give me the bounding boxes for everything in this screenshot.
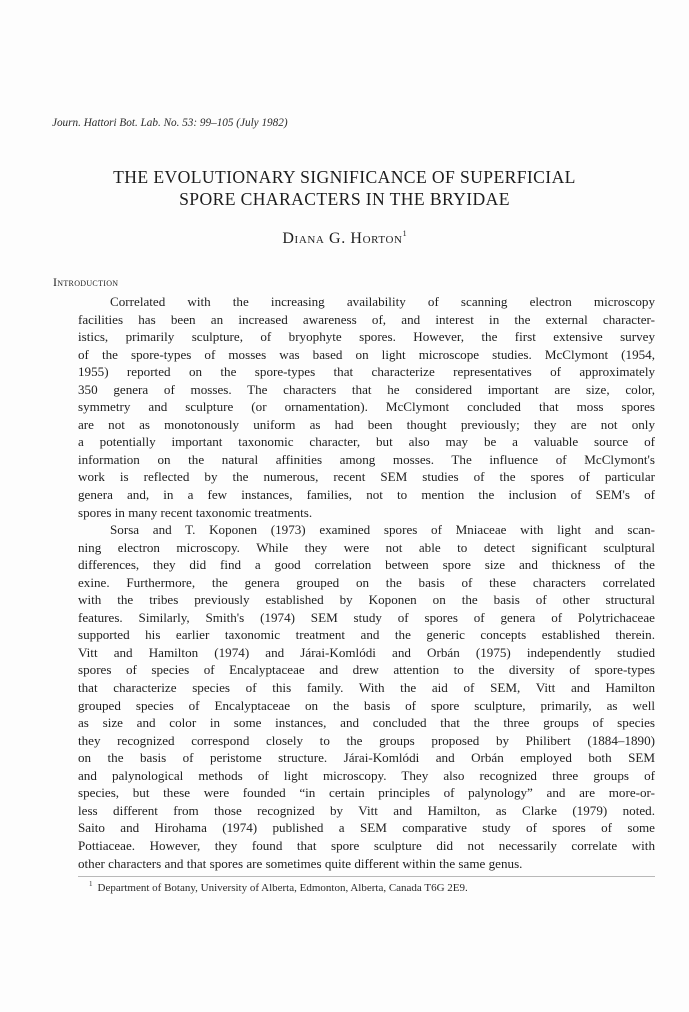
author-name: Diana G. Horton xyxy=(282,230,403,247)
paragraph-line: as size and color in some instances, and concluded that the three groups of species xyxy=(78,715,655,731)
paragraph-line: grouped species of Encalyptaceae on the basis of spore sculpture, primarily, as well xyxy=(78,697,655,713)
paragraph-line: work is reflected by the numerous, recent SEM studies of the spores of particular xyxy=(78,469,655,485)
paper-title xyxy=(0,166,689,210)
footnote-divider xyxy=(78,876,655,877)
paragraph-line: Saito and Hirohama (1974) published a SEM comparative study of spores of some xyxy=(78,820,655,836)
footnote-mark: 1 xyxy=(89,880,93,888)
paragraph-line: exine. Furthermore, the genera grouped on the basis of these characters correlated xyxy=(78,574,655,590)
paragraph-line: other characters and that spores are sometimes quite different within the same genus. xyxy=(78,855,523,871)
paragraph-line: spores of species of Encalyptaceae and drew attention to the diversity of spore-types xyxy=(78,662,655,678)
paragraph-line: istics, primarily sculpture, of bryophyte spores. However, the first extensive survey xyxy=(78,329,655,345)
paragraph-line: a potentially important taxonomic character, but also may be a valuable source of xyxy=(78,434,655,450)
footnote xyxy=(89,881,468,895)
paragraph-line: Sorsa and T. Koponen (1973) examined spores of Mniaceae with light and scan- xyxy=(110,522,655,538)
paragraph-line: supported his earlier taxonomic treatment and the generic concepts established therein. xyxy=(78,627,655,643)
paragraph-line: genera and, in a few instances, families, not to mention the inclusion of SEM's of xyxy=(78,487,655,503)
paragraph-line: of the spore-types of mosses was based on light microscope studies. McClymont (1954, xyxy=(78,346,655,362)
paragraph-line: with the tribes previously established by Koponen on the basis of other structural xyxy=(78,592,655,608)
paragraph-line: Vitt and Hamilton (1974) and Járai-Komlódi and Orbán (1975) independently studied xyxy=(78,644,655,660)
paragraph-line: ning electron microscopy. While they were not able to detect significant sculptural xyxy=(78,539,655,555)
paragraph-line: species, but these were founded “in certain principles of palynology” and are more-or- xyxy=(78,785,655,801)
paragraph-line: 1955) reported on the spore-types that characterize representatives of approximately xyxy=(78,364,655,380)
paragraph-line: and palynological methods of light microscopy. They also recognized three groups of xyxy=(78,767,655,783)
paragraph xyxy=(78,293,655,521)
author-line xyxy=(0,229,689,249)
footnote-text: Department of Botany, University of Alberta, Edmonton, Alberta, Canada T6G 2E9. xyxy=(97,882,468,894)
paragraph-line: less different from those recognized by Vitt and Hamilton, as Clarke (1979) noted. xyxy=(78,802,655,818)
paragraph-line: facilities has been an increased awareness of, and interest in the external character- xyxy=(78,311,655,327)
paragraph-line: Correlated with the increasing availability of scanning electron microscopy xyxy=(110,294,655,309)
paragraph-line: differences, they did find a good correlation between spore size and thickness of the xyxy=(78,557,655,573)
paper-title-line-2: SPORE CHARACTERS IN THE BRYIDAE xyxy=(179,189,510,209)
paragraph xyxy=(78,521,655,872)
paragraph-line: features. Similarly, Smith's (1974) SEM study of spores of genera of Polytrichaceae xyxy=(78,609,655,625)
paragraph-line: that characterize species of this family. With the aid of SEM, Vitt and Hamilton xyxy=(78,680,655,696)
body-text xyxy=(78,293,655,872)
paragraph-line: symmetry and sculpture (or ornamentation). McClymont concluded that moss spores xyxy=(78,399,655,415)
section-heading: Introduction xyxy=(53,275,119,289)
paragraph-line: information on the natural affinities among mosses. The influence of McClymont's xyxy=(78,451,655,467)
paragraph-line: they recognized correspond closely to the groups proposed by Philibert (1884–1890) xyxy=(78,732,655,748)
paragraph-line: spores in many recent taxonomic treatments. xyxy=(78,504,313,520)
journal-citation: Journ. Hattori Bot. Lab. No. 53: 99–105 (July 1982) xyxy=(52,117,288,129)
paragraph-line: on the basis of peristome structure. Járai-Komlódi and Orbán employed both SEM xyxy=(78,750,655,766)
paper-title-line-1: THE EVOLUTIONARY SIGNIFICANCE OF SUPERFICIAL xyxy=(113,167,576,187)
author-footnote-mark: 1 xyxy=(402,229,407,238)
paragraph-line: 350 genera of mosses. The characters that he considered important are size, color, xyxy=(78,381,655,397)
paragraph-line: are not as monotonously uniform as had been thought previously; they are not only xyxy=(78,416,655,432)
paragraph-line: Pottiaceae. However, they found that spore sculpture did not necessarily correlate with xyxy=(78,837,655,853)
